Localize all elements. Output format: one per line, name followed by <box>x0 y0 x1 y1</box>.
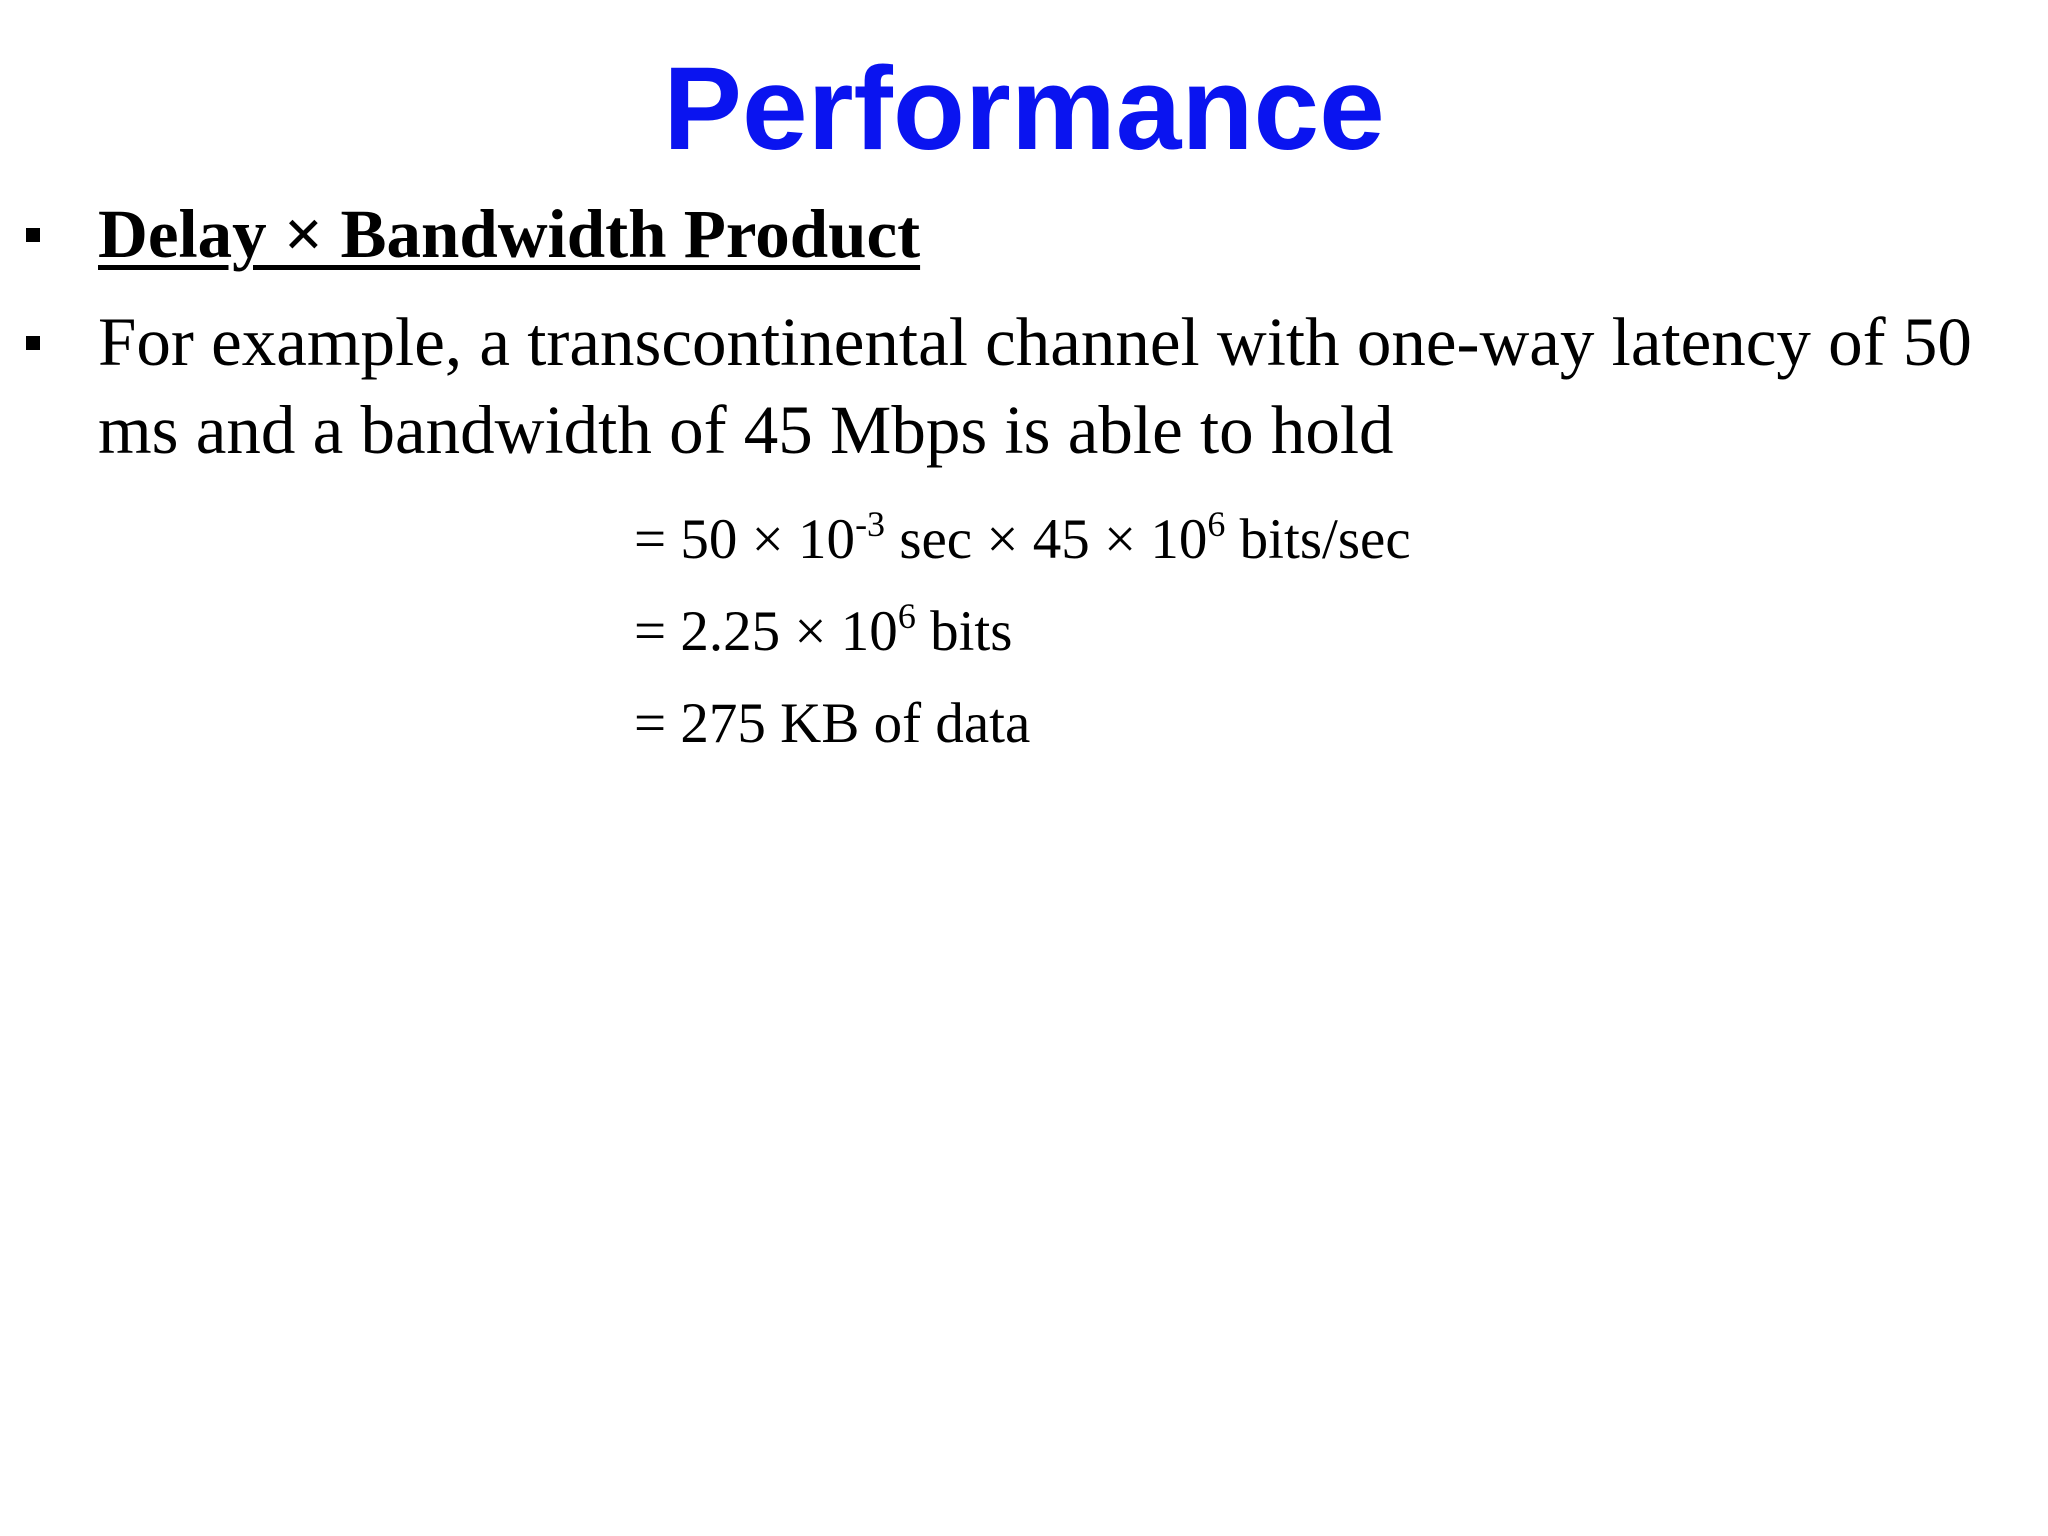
equation-list <box>634 500 1411 776</box>
exponent: -3 <box>855 504 886 544</box>
slide-title: Performance <box>663 43 1385 175</box>
equation-term: 2.25 × 10 <box>680 600 898 663</box>
bullet-item-heading <box>0 190 2048 278</box>
equation-term: sec × 45 × 10 <box>885 508 1208 571</box>
square-bullet-icon <box>26 228 40 242</box>
equation-term: 50 × 10 <box>680 508 856 571</box>
equals-sign: = <box>634 600 667 663</box>
equals-sign: = <box>634 692 667 755</box>
square-bullet-icon <box>26 336 40 350</box>
bullet-item-example <box>0 298 2048 474</box>
equation-term: bits/sec <box>1225 508 1411 571</box>
exponent: 6 <box>897 596 916 636</box>
equation-line-2 <box>634 592 1411 684</box>
bullet-list <box>0 190 2048 474</box>
equation-line-1 <box>634 500 1411 592</box>
equation-line-3 <box>634 684 1411 776</box>
equals-sign: = <box>634 508 667 571</box>
bullet-example-text: For example, a transcontinental channel with one-way latency of 50 ms and a bandwidth of 45 Mbps is able to hold <box>98 304 1972 468</box>
equation-term: bits <box>915 600 1013 663</box>
exponent: 6 <box>1207 504 1226 544</box>
equation-term: 275 KB of data <box>680 692 1031 755</box>
bullet-heading-text: Delay × Bandwidth Product <box>98 196 921 272</box>
